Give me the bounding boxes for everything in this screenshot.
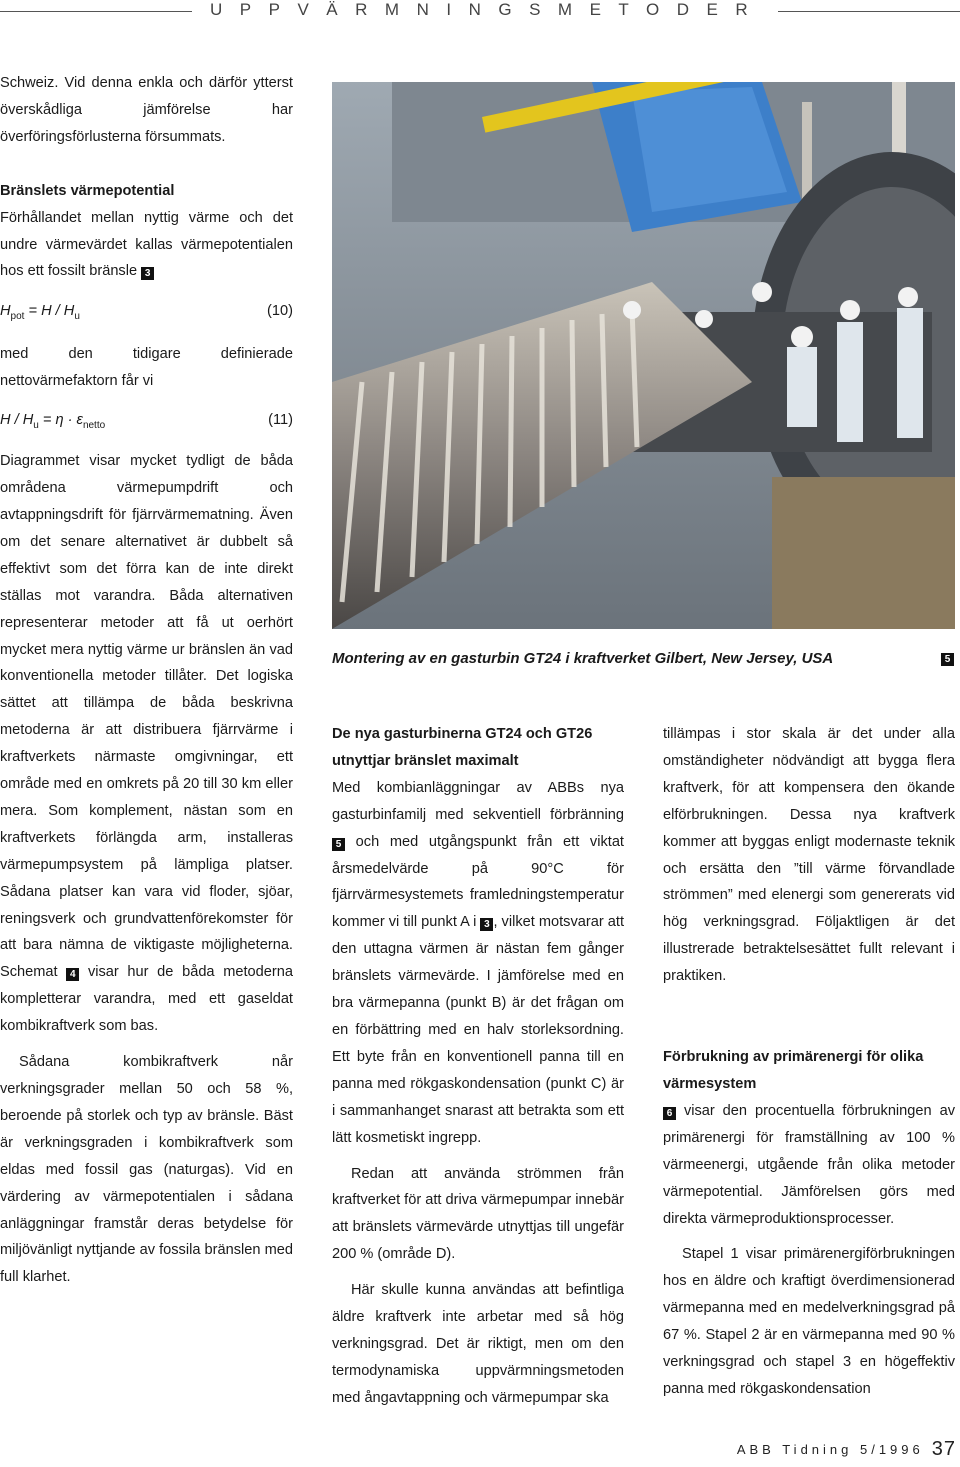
column-3	[663, 721, 955, 1403]
col2-paragraph-1: Med kombianläggningar av ABBs nya gasturbinfamilj med sekventiell förbränning 5 och med utgångspunkt från ett viktat årsmedelvärde på 90°C för fjärrvärmesystemets framledningstemperatur kommer vi till punkt A i 3 , vilket motsvarar att den uttagna värmen är nästan fem gånger bränslets värmevärde. I jämförelse med en bra värmepanna (punkt B) är det frågan om en förbättring med en halv storleksordning. Ett byte från en konventionell panna till en panna med rökgaskondensation (punkt C) är i sammanhanget snarast att betrakta som ett lätt kosmetiskt ingrepp.	[332, 779, 625, 1146]
col1-paragraph-5: Sådana kombikraftverk når verkningsgrader mellan 50 och 58 %, beroende på storlek och typ av bränsle. Bäst är verkningsgraden i kombikraftverk som eldas med fossil gas (naturgas). Vid en värdering av värmepotentialen i sådana anläggningar framstår deras betydelse för miljövänligt nyttjande av fossila bränslen med full klarhet.	[0, 1054, 293, 1286]
header-rule-right	[778, 11, 960, 12]
figure-ref-badge: 3	[141, 267, 154, 280]
col3-paragraph-1: tillämpas i stor skala är det under alla omständigheter nödvändigt att bygga flera kraftverk, för att kompensera den ökande elförbrukningen. Dessa nya kraftverk kommer att byggas enligt modernaste teknik och ersätta den ”till värme förvandlade strömmen” med elenergi som genererats vid hög verkningsgrad. Följaktligen är det illustrerade betraktelsesättet fullt relevant i praktiken.	[663, 726, 955, 985]
col1-paragraph-1: Schweiz. Vid denna enkla och därför ytterst överskådliga jämförelse har överföringsförlusterna försummats.	[0, 75, 293, 145]
column-2	[332, 721, 624, 1412]
section-title: UPPVÄRMNINGSMETODER	[210, 0, 766, 19]
equation-11: $H / H_u = \eta \cdot \varepsilon_{netto}$ (11)	[0, 407, 293, 434]
header-rule-left	[0, 11, 192, 12]
page-number: 37	[931, 1438, 956, 1460]
col3-paragraph-3: Stapel 1 visar primärenergiförbrukningen hos en äldre och kraftigt överdimensionerad värmepanna med en medelverkningsgrad på 67 %. Stapel 2 är en värmepanna med 90 % verkningsgrad och stapel 3 en högeffektiv panna med rökgaskondensation	[663, 1246, 955, 1397]
equation-number: (11)	[268, 412, 293, 429]
figure-ref-badge: 6	[663, 1107, 676, 1120]
col1-paragraph-3: med den tidigare definierade nettovärmefaktorn får vi	[0, 346, 293, 390]
column-1	[0, 70, 293, 1291]
figure-ref-badge: 3	[480, 918, 493, 931]
turbine-illustration	[332, 82, 955, 629]
equation-number: (10)	[267, 303, 293, 320]
col3-paragraph-2: 6 visar den procentuella förbrukningen av primärenergi för framställning av 100 % värmeenergi, utgående från olika metoder värmepotential. Jämförelsen görs med direkta värmeproduktionsprocesser.	[663, 1102, 955, 1227]
page-footer	[737, 1438, 956, 1461]
heading-primary-energy: Förbrukning av primärenergi för olika värmesystem	[663, 1049, 924, 1092]
col2-paragraph-2: Redan att använda strömmen från kraftverket för att driva värmepumpar innebär att bränslets värmevärde utnyttjas till ungefär 200 % (område D).	[332, 1165, 624, 1263]
figure-caption: Montering av en gasturbin GT24 i kraftverket Gilbert, New Jersey, USA 5	[332, 650, 955, 667]
heading-fuel-potential: Bränslets värmepotential	[0, 182, 175, 199]
equation-10: $H_{pot} = H / H_u$ (10)	[0, 298, 293, 325]
gas-turbine-photo	[332, 82, 955, 629]
publication-name: ABB Tidning 5/1996	[736, 1442, 924, 1457]
col1-paragraph-2: Förhållandet mellan nyttig värme och det undre värmevärdet kallas värmepotentialen hos ett fossilt bränsle 3	[0, 209, 293, 280]
heading-gt24-gt26: De nya gasturbinerna GT24 och GT26 utnyttjar bränslet maximalt	[332, 726, 593, 769]
figure-ref-badge: 4	[66, 968, 79, 981]
figure-ref-badge: 5	[332, 838, 345, 851]
col1-paragraph-4: Diagrammet visar mycket tydligt de båda områdena värmepumpdrift och avtappningsdrift för fjärrvärmematning. Även om det senare alternativet är dubbelt så effektivt som det förra kan de inte direkt ställas mot varandra. Båda alternativen representerar metoder att få ut oerhört mycket mera nyttig värme ur bränslen än vad konventionella metoder tillåter. Det logiska sättet att tillämpa de båda beskrivna metoderna är att distribuera fjärrvärme i kraftverkets närmaste omgivningar, ett område med en omkrets på 20 till 30 km eller mera. Som komplement, nästan som en kraftverkets förlängda arm, installeras värmepumpsystem på lämpliga platser. Sådana platser kan vara vid floder, sjöar, reningsverk och grundvattenförekomster för att bara nämna de viktigaste möjligheterna. Schemat 4 visar hur de båda metoderna kompletterar varandra, med ett gaseldat kombikraftverk som bas.	[0, 453, 293, 1035]
col2-paragraph-3: Här skulle kunna användas att befintliga äldre kraftverk inte arbetar med så hög verkningsgrad. Det är riktigt, men om den termodynamiska uppvärmningsmetoden med ångavtappning och värmepumpar ska	[332, 1282, 624, 1406]
figure-number-badge: 5	[941, 653, 954, 666]
